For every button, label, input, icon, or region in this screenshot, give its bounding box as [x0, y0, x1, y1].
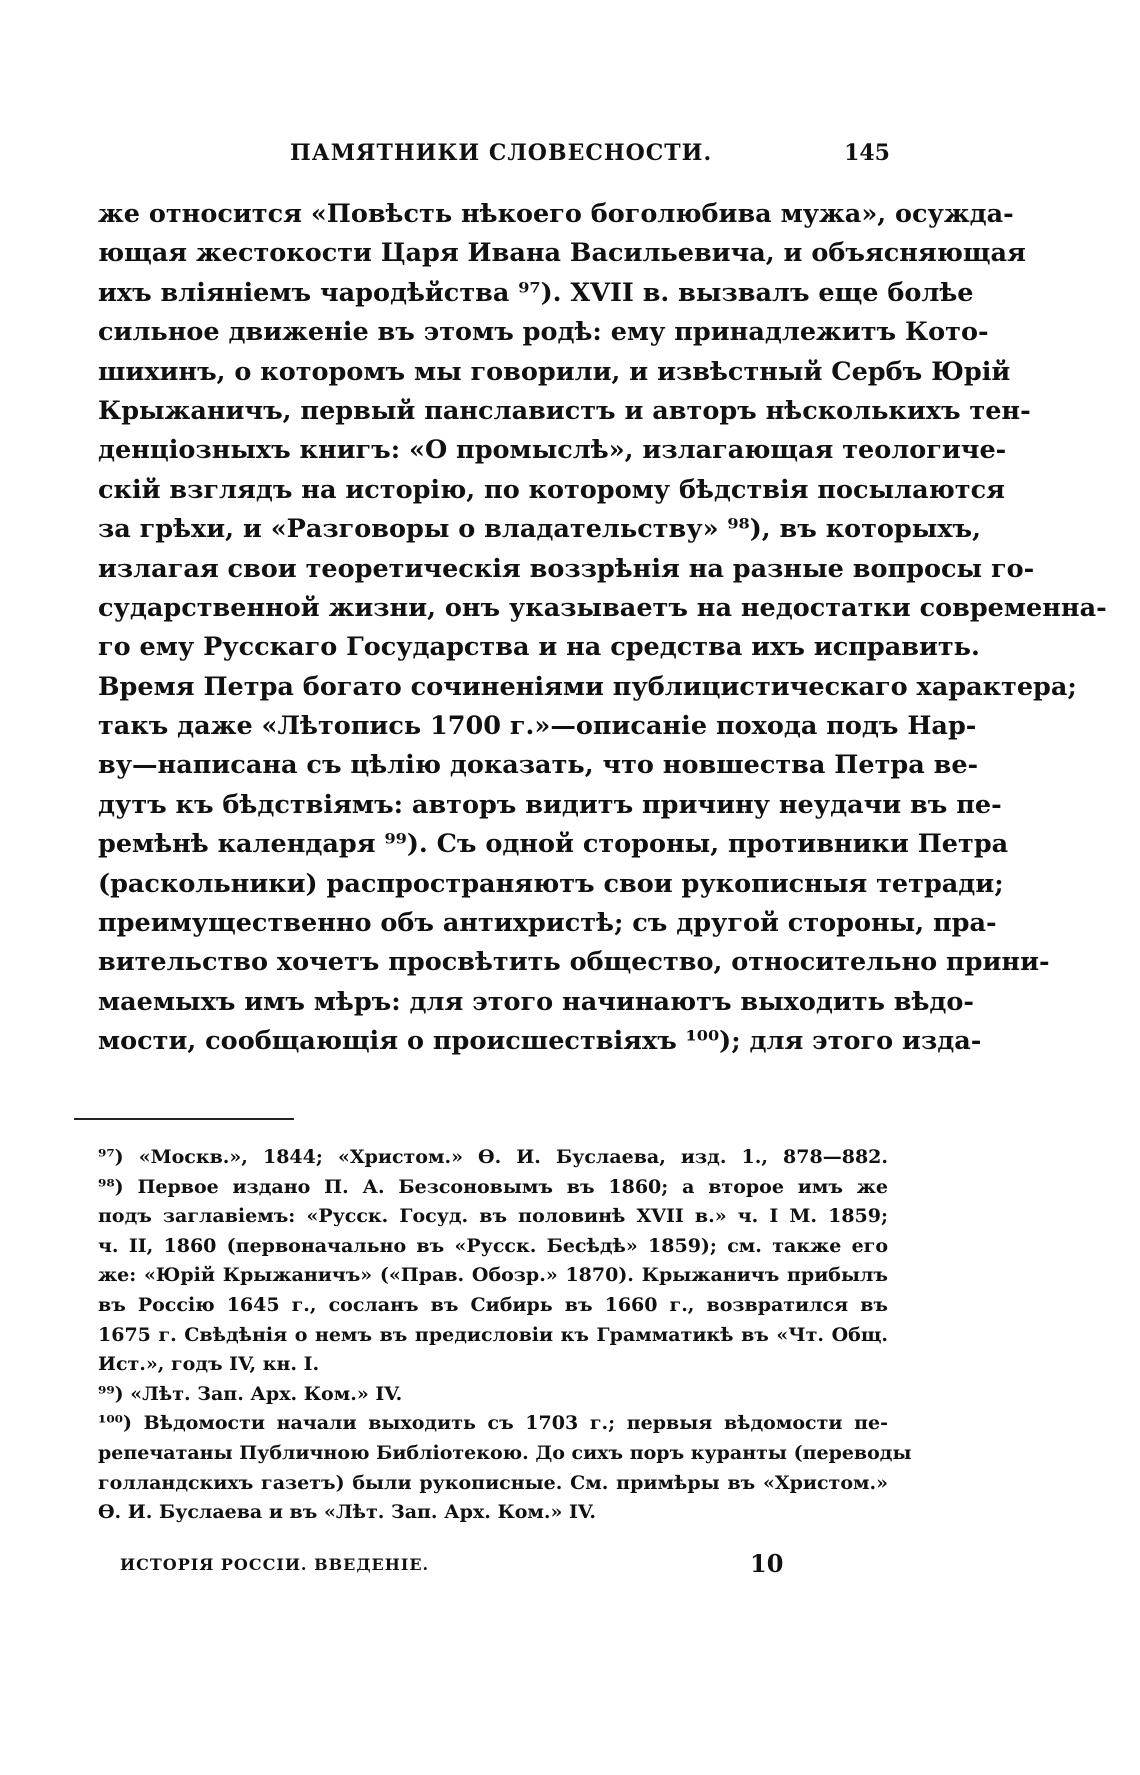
text-line: сильное движеніе въ этомъ родѣ: ему принадлежитъ Кото- — [98, 317, 989, 348]
footnote-line: подъ заглавіемъ: «Русск. Госуд. въ половинѣ XVII в.» ч. I М. 1859; — [98, 1205, 888, 1228]
text-line: маемыхъ имъ мѣръ: для этого начинаютъ выходить вѣдо- — [98, 986, 975, 1017]
text-line: дутъ къ бѣдствіямъ: авторъ видитъ причину неудачи въ пе- — [98, 789, 1002, 820]
running-header — [290, 140, 890, 180]
text-line: ремѣнѣ календаря ⁹⁹). Съ одной стороны, противники Петра — [98, 829, 1009, 860]
text-line: такъ даже «Лѣтопись 1700 г.»—описаніе похода подъ Нар- — [98, 711, 977, 742]
footnote-line: ⁹⁸) Первое издано П. А. Безсоновымъ въ 1860; а второе имъ же — [98, 1175, 888, 1198]
signature-text: ИСТОРІЯ РОССІИ. ВВЕДЕНІЕ. — [120, 1555, 430, 1574]
text-line: сударственной жизни, онъ указываетъ на недостатки современна- — [98, 592, 1107, 623]
running-title: ПАМЯТНИКИ СЛОВЕСНОСТИ. — [290, 140, 713, 166]
text-line: ихъ вліяніемъ чародѣйства ⁹⁷). XVII в. вызвалъ еще болѣе — [98, 277, 974, 308]
footnote-line: ⁹⁷) «Москв.», 1844; «Христом.» Ѳ. И. Буслаева, изд. 1., 878—882. — [98, 1146, 888, 1168]
footnote-line: репечатаны Публичною Библіотекою. До сихъ поръ куранты (переводы — [98, 1441, 912, 1464]
printer-signature — [120, 1549, 800, 1585]
text-line: вительство хочетъ просвѣтить общество, относительно прини- — [98, 947, 1050, 978]
text-line: ву—написана съ цѣлію доказать, что новшества Петра ве- — [98, 750, 979, 781]
text-line: же относится «Повѣсть нѣкоего боголюбива мужа», осуждa- — [98, 199, 1014, 229]
text-line: скій взглядъ на исторію, по которому бѣдствія посылаются — [98, 474, 1005, 505]
text-line: излагая свои теоретическія воззрѣнія на разные вопросы го- — [98, 553, 1035, 584]
main-text — [98, 195, 1107, 1062]
text-line: мости, сообщающія о происшествіяхъ ¹⁰⁰); для этого изда- — [98, 1026, 982, 1057]
text-line: шихинъ, о которомъ мы говорили, и извѣстный Сербъ Юрій — [98, 356, 1011, 387]
footnote-line: ¹⁰⁰) Вѣдомости начали выходить съ 1703 г.; первыя вѣдомости пе- — [98, 1412, 888, 1435]
text-line: (раскольники) распространяютъ свои рукописныя тетради; — [98, 868, 1004, 899]
text-line: Крыжаничъ, первый панславистъ и авторъ нѣсколькихъ тен- — [98, 395, 1031, 426]
footnote-line: въ Россію 1645 г., сосланъ въ Сибирь въ 1660 г., возвратился въ — [98, 1293, 888, 1316]
footnote-line: голландскихъ газетъ) были рукописные. См. примѣры въ «Христом.» — [98, 1471, 888, 1494]
text-line: преимущественно объ антихристѣ; съ другой стороны, пра- — [98, 908, 997, 939]
footnote-separator — [74, 1118, 294, 1120]
footnote-line: же: «Юрій Крыжаничъ» («Прав. Обозр.» 1870). Крыжаничъ прибылъ — [98, 1264, 888, 1287]
text-line: Время Петра богато сочиненіями публицистическаго характера; — [98, 671, 1077, 702]
text-line: го ему Русскаго Государства и на средства ихъ исправить. — [98, 632, 980, 663]
footnotes — [98, 1143, 912, 1528]
text-line: ющая жестокости Царя Ивана Васильевича, и объясняющая — [98, 238, 1026, 269]
footnote-line: ⁹⁹) «Лѣт. Зап. Арх. Ком.» IV. — [98, 1382, 403, 1405]
text-line: денціозныхъ книгъ: «О промыслѣ», излагающая теологиче- — [98, 435, 1007, 466]
signature-number: 10 — [750, 1549, 784, 1578]
footnote-line: 1675 г. Свѣдѣнія о немъ въ предисловіи къ Грамматикѣ въ «Чт. Общ. — [98, 1323, 888, 1346]
footnote-line: Ѳ. И. Буслаева и въ «Лѣт. Зап. Арх. Ком.» IV. — [98, 1501, 596, 1524]
text-line: за грѣхи, и «Разговоры о владательству» ⁹⁸), въ которыхъ, — [98, 514, 981, 545]
footnote-line: ч. II, 1860 (первоначально въ «Русск. Бесѣдѣ» 1859); см. также его — [98, 1234, 888, 1257]
page-number: 145 — [844, 140, 890, 166]
footnote-line: Ист.», годъ IV, кн. I. — [98, 1353, 320, 1376]
